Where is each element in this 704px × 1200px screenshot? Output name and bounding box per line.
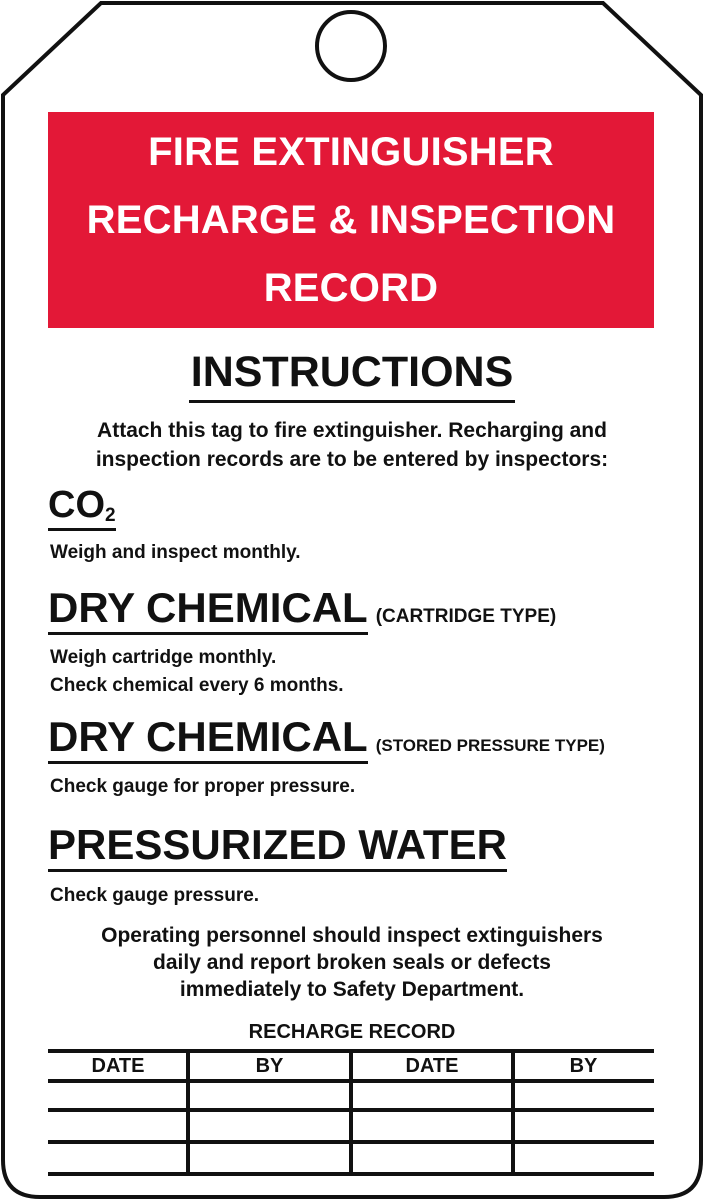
section-pressurized-water-text: Check gauge pressure. — [50, 885, 260, 906]
section-dry-chem-cartridge-title — [48, 584, 556, 635]
title-banner — [48, 112, 654, 328]
section-co2-title — [48, 484, 116, 531]
grommet-hole — [317, 12, 385, 80]
safety-notice — [0, 922, 704, 1003]
column-header-date: DATE — [405, 1055, 459, 1077]
section-title-subscript: 2 — [105, 505, 116, 526]
banner-line: RECHARGE & INSPECTION — [86, 198, 616, 242]
body-line: Check chemical every 6 months. — [50, 675, 344, 696]
section-title-text: DRY CHEMICAL — [48, 713, 368, 764]
section-title-note: (STORED PRESSURE TYPE) — [375, 736, 605, 755]
section-title-text: DRY CHEMICAL — [48, 584, 368, 635]
column-header-by: BY — [569, 1055, 598, 1077]
notice-line: Operating personnel should inspect extinguishers — [101, 924, 603, 947]
banner-line: RECORD — [263, 266, 439, 310]
instructions-heading-wrap — [0, 346, 704, 403]
recharge-record-table — [48, 1049, 654, 1177]
section-title-text: CO — [48, 484, 105, 526]
section-dry-chem-cartridge-text — [50, 644, 344, 700]
section-dry-chem-stored-title — [48, 713, 605, 764]
recharge-record-title: RECHARGE RECORD — [248, 1021, 456, 1043]
section-co2-text: Weigh and inspect monthly. — [50, 542, 301, 563]
section-title-text: PRESSURIZED WATER — [48, 821, 507, 872]
section-pressurized-water-title — [48, 821, 507, 872]
banner-line: FIRE EXTINGUISHER — [148, 130, 554, 174]
instructions-heading: INSTRUCTIONS — [189, 346, 516, 403]
instructions-intro — [0, 416, 704, 474]
intro-line: Attach this tag to fire extinguisher. Recharging and — [97, 419, 607, 442]
section-title-note: (CARTRIDGE TYPE) — [375, 606, 557, 627]
body-line: Weigh cartridge monthly. — [50, 647, 277, 668]
column-header-date: DATE — [91, 1055, 145, 1077]
notice-line: daily and report broken seals or defects — [153, 951, 551, 974]
notice-line: immediately to Safety Department. — [179, 978, 525, 1001]
column-header-by: BY — [255, 1055, 284, 1077]
section-dry-chem-stored-text: Check gauge for proper pressure. — [50, 776, 356, 797]
intro-line: inspection records are to be entered by inspectors: — [95, 448, 609, 471]
